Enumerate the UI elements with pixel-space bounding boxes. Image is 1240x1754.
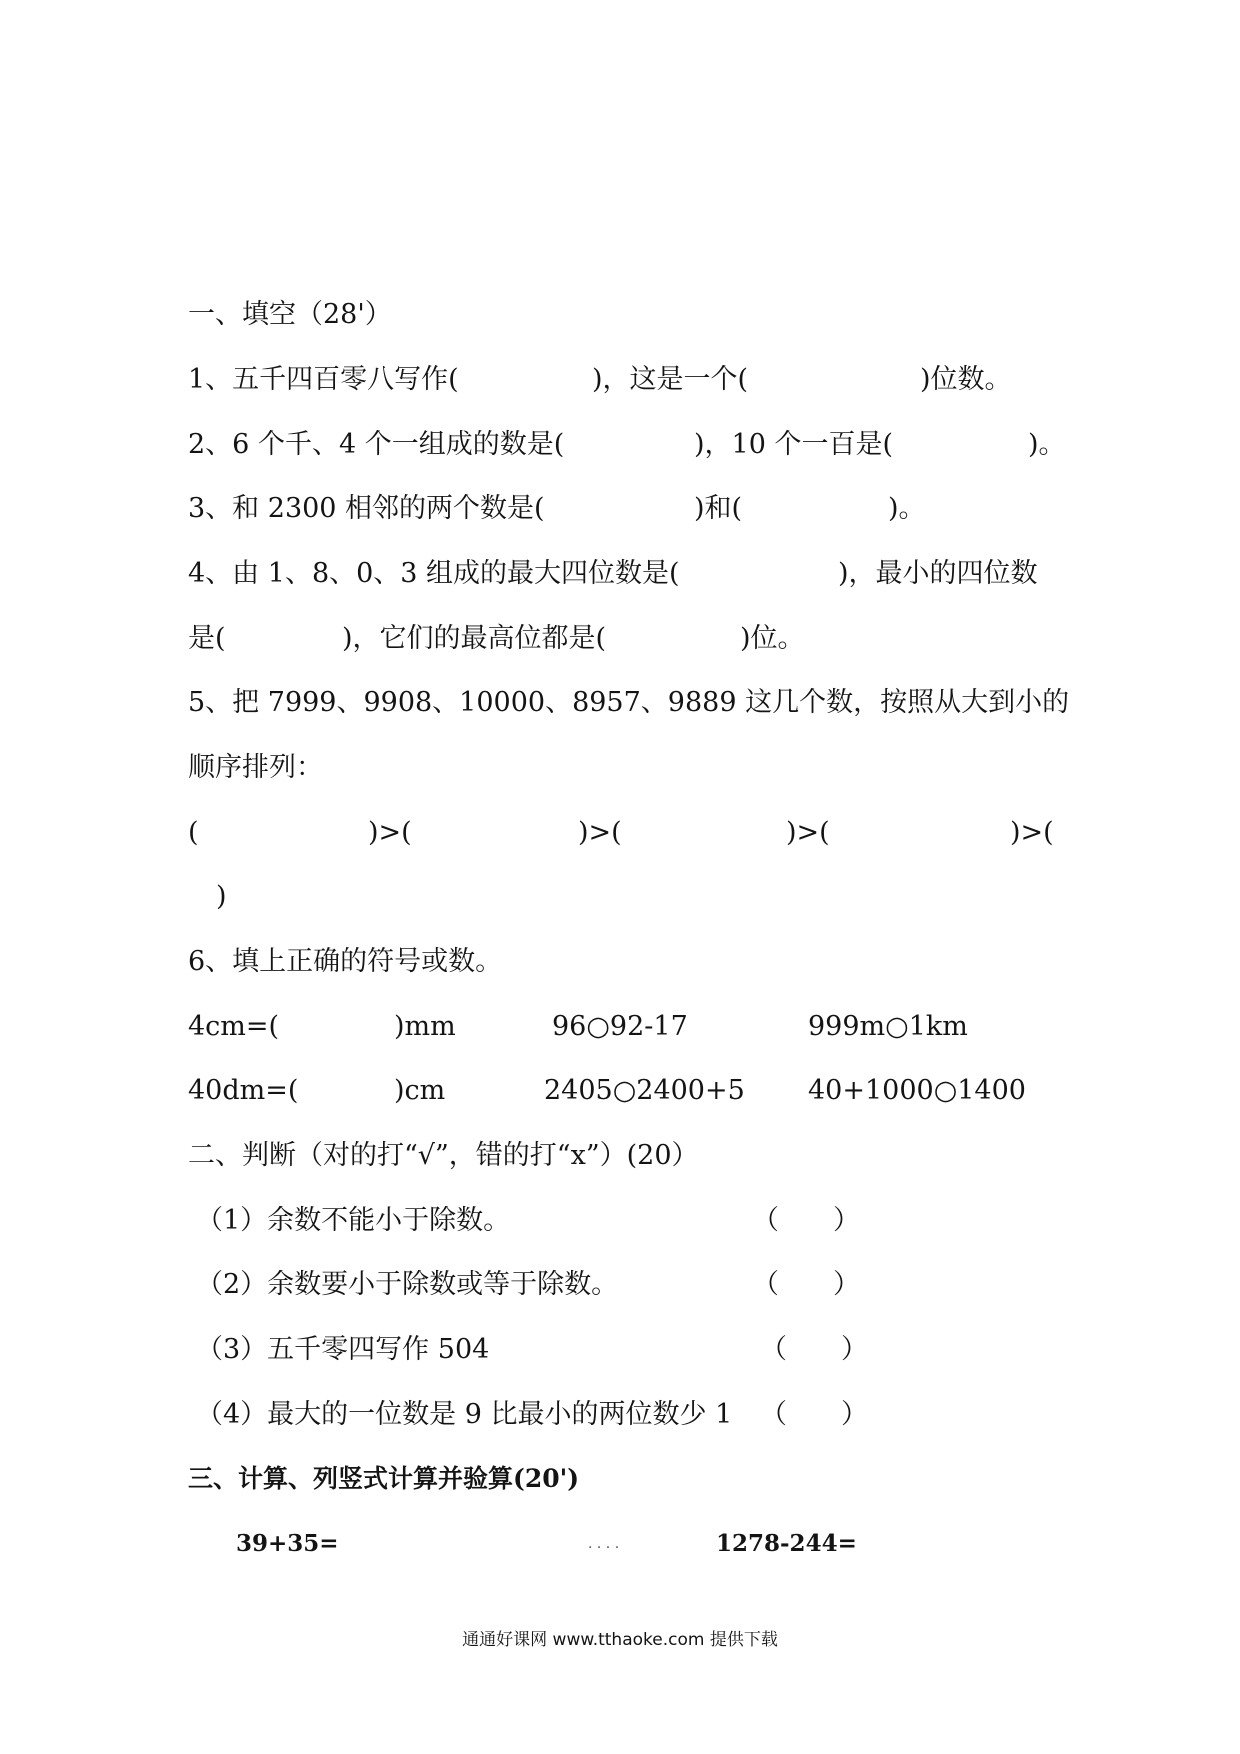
footer-source-text: 通通好课网 www.tthaoke.com 提供下载	[462, 1630, 778, 1650]
judge-item-text: （4）最大的一位数是 9 比最小的两位数少 1	[196, 1399, 733, 1430]
q5-separator-3: )>(	[786, 817, 830, 848]
question-5-order-tail	[0, 875, 1240, 919]
judge-item-text: （2）余数要小于除数或等于除数。	[196, 1269, 619, 1300]
q6-r1-c: 96○92-17	[552, 1011, 688, 1042]
question-4-line1	[0, 552, 1240, 596]
q6-r1-b: )mm	[394, 1011, 456, 1042]
section3-heading	[0, 1457, 1240, 1501]
q1-part-c: )位数。	[920, 364, 1012, 395]
q6-r1-d: 999m○1km	[808, 1011, 968, 1042]
calc-expression-2: 1278-244=	[716, 1530, 857, 1557]
question-4-line2	[0, 617, 1240, 661]
question-3	[0, 487, 1240, 531]
calc-expression-1: 39+35=	[236, 1530, 339, 1557]
q6-text: 6、填上正确的符号或数。	[188, 946, 503, 977]
q3-part-b: )和(	[694, 493, 743, 524]
q5-text2: 顺序排列：	[188, 752, 323, 783]
judge-item	[0, 1393, 1240, 1437]
q2-part-b: )，10 个一百是(	[694, 429, 894, 460]
q6-r2-a: 40dm=(	[188, 1075, 299, 1106]
question-2	[0, 423, 1240, 467]
judge-item-blank: （ ）	[760, 1399, 868, 1430]
q3-part-c: )。	[888, 493, 926, 524]
question-6-row1	[0, 1005, 1240, 1049]
question-5-order-row	[0, 811, 1240, 855]
judge-item-blank: （ ）	[752, 1269, 860, 1300]
section2-heading	[0, 1134, 1240, 1178]
section3-title: 三、计算、列竖式计算并验算(20')	[188, 1464, 580, 1493]
calc-row	[0, 1522, 1240, 1566]
question-6-row2	[0, 1069, 1240, 1113]
q3-part-a: 3、和 2300 相邻的两个数是(	[188, 493, 545, 524]
q4-part-e: )位。	[740, 623, 805, 654]
q6-r2-d: 40+1000○1400	[808, 1075, 1026, 1106]
section1-heading	[0, 293, 1240, 337]
q4-part-b: )，最小的四位数	[838, 558, 1038, 589]
q4-part-c: 是(	[188, 623, 226, 654]
q2-part-c: )。	[1028, 429, 1066, 460]
judge-item-text: （1）余数不能小于除数。	[196, 1205, 511, 1236]
q5-close-paren: )	[216, 881, 227, 912]
question-5-line1	[0, 681, 1240, 725]
section1-title: 一、填空（28'）	[188, 299, 392, 330]
q6-r1-a: 4cm=(	[188, 1011, 280, 1042]
q4-part-a: 4、由 1、8、0、3 组成的最大四位数是(	[188, 558, 680, 589]
q6-r2-c: 2405○2400+5	[544, 1075, 745, 1106]
q5-separator-4: )>(	[1010, 817, 1054, 848]
q4-part-d: )，它们的最高位都是(	[342, 623, 607, 654]
question-5-line2	[0, 746, 1240, 790]
judge-item	[0, 1199, 1240, 1243]
q2-part-a: 2、6 个千、4 个一组成的数是(	[188, 429, 565, 460]
q5-separator-2: )>(	[578, 817, 622, 848]
question-1	[0, 358, 1240, 402]
judge-item-blank: （ ）	[752, 1205, 860, 1236]
q5-separator-1: )>(	[368, 817, 412, 848]
judge-item	[0, 1263, 1240, 1307]
section2-title: 二、判断（对的打“√”，错的打“x”）(20）	[188, 1140, 699, 1171]
judge-item-blank: （ ）	[760, 1334, 868, 1365]
q6-r2-b: )cm	[394, 1075, 446, 1106]
judge-item-text: （3）五千零四写作 504	[196, 1334, 490, 1365]
q1-part-b: )，这是一个(	[592, 364, 749, 395]
judge-item	[0, 1328, 1240, 1372]
q5-text: 5、把 7999、9908、10000、8957、9889 这几个数，按照从大到小的	[188, 687, 1070, 718]
q1-part-a: 1、五千四百零八写作(	[188, 364, 459, 395]
q5-open-paren: (	[188, 817, 199, 848]
dotted-marks: . . . .	[588, 1536, 620, 1552]
question-6	[0, 940, 1240, 984]
